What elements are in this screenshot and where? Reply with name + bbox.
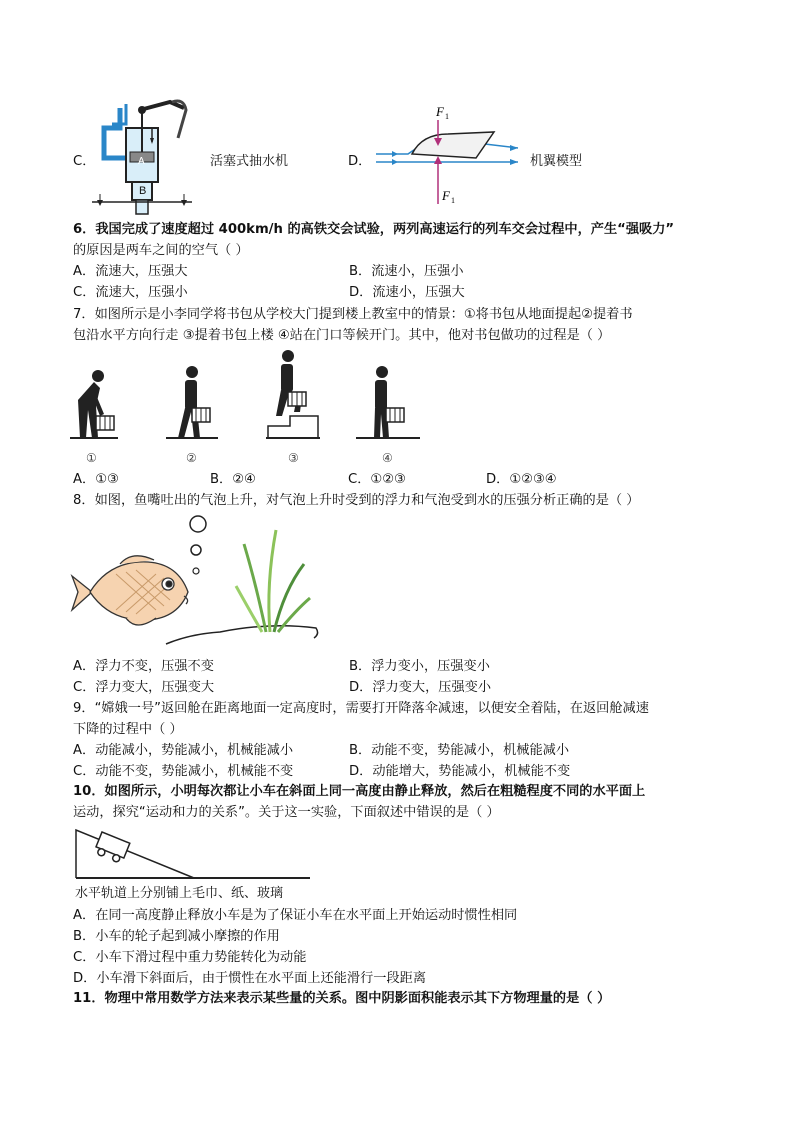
q7-stem-line2: 包沿水平方向行走 ③提着书包上楼 ④站在门口等候开门。其中，他对书包做功的过程是（ ） xyxy=(73,328,611,343)
bubble-large xyxy=(190,516,206,532)
pump-label-b: B xyxy=(139,185,147,197)
q7-option-b[interactable]: B．②④ xyxy=(210,472,256,487)
q11-stem-line1: 11．物理中常用数学方法来表示某些量的关系。图中阴影面积能表示其下方物理量的是（ ） xyxy=(73,991,611,1006)
seaweed xyxy=(236,530,310,632)
q7-figure-label-4: ④ xyxy=(382,451,393,465)
q6-option-a[interactable]: A．流速大，压强大 xyxy=(73,264,188,279)
cart xyxy=(94,832,130,864)
pump-label-a: A xyxy=(138,156,145,167)
q10-option-d[interactable]: D．小车滑下斜面后，由于惯性在水平面上还能滑行一段距离 xyxy=(73,971,427,986)
bubble-medium xyxy=(191,545,201,555)
q10-incline-figure xyxy=(74,826,314,882)
q7-stem-line1: 7．如图所示是小李同学将书包从学校大门提到楼上教室中的情景：①将书包从地面提起②提着书 xyxy=(73,307,633,322)
q7-option-c[interactable]: C．①②③ xyxy=(348,472,406,487)
q8-option-d[interactable]: D．浮力变大，压强变小 xyxy=(349,680,492,695)
q9-option-a[interactable]: A．动能减小，势能减小，机械能减小 xyxy=(73,743,294,758)
force-top-label: F xyxy=(436,104,444,119)
piston-pump-figure xyxy=(92,98,202,216)
wing-model-figure xyxy=(368,104,528,208)
q8-option-a[interactable]: A．浮力不变，压强不变 xyxy=(73,659,214,674)
bubble-small xyxy=(193,568,199,574)
person-standing-with-bag xyxy=(374,366,389,438)
force-bottom-sub: 1 xyxy=(451,196,455,205)
q9-option-c[interactable]: C．动能不变，势能减小，机械能不变 xyxy=(73,764,294,779)
person-walking-with-bag xyxy=(178,366,200,438)
q10-stem-line1: 10．如图所示，小明每次都让小车在斜面上同一高度由静止释放，然后在粗糙程度不同的水平面上 xyxy=(73,784,646,799)
q9-option-b[interactable]: B．动能不变，势能减小，机械能减小 xyxy=(349,743,570,758)
q10-option-b[interactable]: B．小车的轮子起到减小摩擦的作用 xyxy=(73,929,280,944)
force-top-sub: 1 xyxy=(445,112,449,121)
q8-fish-figure xyxy=(70,514,322,654)
q9-stem-line2: 下降的过程中（ ） xyxy=(73,722,183,737)
piston-pump-caption: 活塞式抽水机 xyxy=(210,154,289,169)
q7-figure-label-1: ① xyxy=(86,451,97,465)
q6-stem-line1: 6．我国完成了速度超过 400km/h 的高铁交会试验，两列高速运行的列车交会过程中，产生“强吸力” xyxy=(73,222,675,237)
q8-option-c[interactable]: C．浮力变大，压强变大 xyxy=(73,680,215,695)
option-c-letter: C． xyxy=(73,154,96,169)
q6-option-d[interactable]: D．流速小，压强大 xyxy=(349,285,465,300)
q10-stem-line2: 运动，探究“运动和力的关系”。关于这一实验，下面叙述中错误的是（ ） xyxy=(73,805,500,820)
q10-figure-caption: 水平轨道上分别铺上毛巾、纸、玻璃 xyxy=(75,886,284,901)
q7-figure-label-3: ③ xyxy=(288,451,299,465)
q7-figure xyxy=(70,350,430,466)
q10-option-a[interactable]: A．在同一高度静止释放小车是为了保证小车在水平面上开始运动时惯性相同 xyxy=(73,908,518,923)
wing-model-caption: 机翼模型 xyxy=(530,154,583,169)
q7-option-d[interactable]: D．①②③④ xyxy=(486,472,557,487)
q9-option-d[interactable]: D．动能增大，势能减小，机械能不变 xyxy=(349,764,571,779)
q8-stem-line1: 8．如图，鱼嘴吐出的气泡上升，对气泡上升时受到的浮力和气泡受到水的压强分析正确的是（ ） xyxy=(73,493,640,508)
q6-stem-line2: 的原因是两车之间的空气（ ） xyxy=(73,243,249,258)
q7-figure-label-2: ② xyxy=(186,451,197,465)
option-d-letter: D． xyxy=(348,154,372,169)
q6-option-c[interactable]: C．流速大，压强小 xyxy=(73,285,188,300)
q7-option-a[interactable]: A．①③ xyxy=(73,472,119,487)
q6-option-b[interactable]: B．流速小，压强小 xyxy=(349,264,464,279)
q10-option-c[interactable]: C．小车下滑过程中重力势能转化为动能 xyxy=(73,950,307,965)
q8-option-b[interactable]: B．浮力变小，压强变小 xyxy=(349,659,490,674)
fish xyxy=(72,556,188,625)
force-bottom-label: F xyxy=(442,188,450,203)
q9-stem-line1: 9．“嫦娥一号”返回舱在距离地面一定高度时，需要打开降落伞减速，以便安全着陆，在返回舱减速 xyxy=(73,701,649,716)
